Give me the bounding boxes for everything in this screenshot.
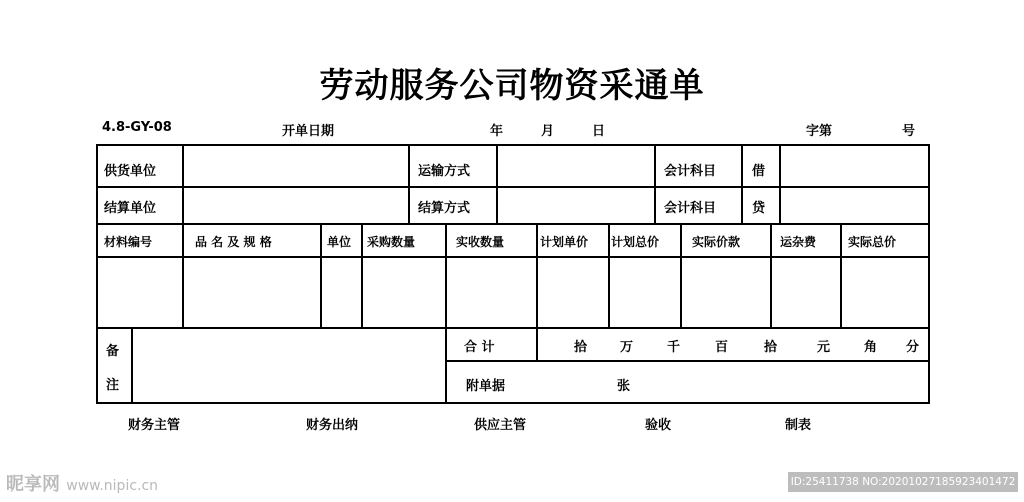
date-label: 开单日期 — [282, 124, 335, 139]
col-unit: 单位 — [327, 235, 352, 249]
debit-label: 借 — [752, 164, 766, 179]
supplier-unit-label: 供货单位 — [104, 164, 157, 179]
col-divider — [770, 223, 772, 327]
row-divider — [96, 223, 930, 225]
col-divider — [361, 223, 363, 327]
row-divider — [445, 360, 930, 362]
amount-unit: 拾 — [574, 340, 588, 355]
col-divider — [680, 223, 682, 327]
col-divider — [654, 144, 656, 223]
amount-unit: 分 — [906, 340, 920, 355]
year-label: 年 — [490, 124, 504, 139]
total-label: 合 计 — [464, 340, 495, 355]
watermark-url: www.nipic.cn — [66, 478, 159, 494]
signature-acceptance: 验收 — [645, 418, 672, 433]
col-divider — [608, 223, 610, 327]
amount-unit: 角 — [864, 340, 878, 355]
form-title: 劳动服务公司物资采通单 — [319, 66, 705, 106]
col-plan-total: 计划总价 — [611, 235, 660, 249]
col-actual-price: 实际价款 — [692, 235, 741, 249]
col-received-qty: 实收数量 — [456, 235, 505, 249]
amount-unit: 千 — [667, 340, 681, 355]
amount-unit: 拾 — [764, 340, 778, 355]
signature-finance-supervisor: 财务主管 — [128, 418, 181, 433]
amount-unit: 万 — [620, 340, 634, 355]
col-divider — [536, 327, 538, 360]
signature-supply-supervisor: 供应主管 — [474, 418, 527, 433]
col-divider — [779, 144, 781, 223]
credit-label: 贷 — [752, 201, 766, 216]
day-label: 日 — [592, 124, 606, 139]
account-subject-label: 会计科目 — [664, 164, 717, 179]
settlement-unit-label: 结算单位 — [104, 201, 157, 216]
col-divider — [182, 223, 184, 327]
col-name-spec: 品 名 及 规 格 — [195, 235, 272, 249]
col-freight: 运杂费 — [780, 235, 817, 249]
col-divider — [536, 223, 538, 327]
remarks-char-1: 备 — [106, 344, 120, 359]
number-suffix: 号 — [902, 124, 916, 139]
signature-cashier: 财务出纳 — [306, 418, 359, 433]
amount-unit: 元 — [817, 340, 831, 355]
watermark-logo — [6, 470, 158, 496]
col-actual-total: 实际总价 — [848, 235, 897, 249]
col-purchase-qty: 采购数量 — [367, 235, 416, 249]
col-divider — [840, 223, 842, 327]
remarks-char-2: 注 — [106, 378, 120, 393]
col-divider — [408, 144, 410, 223]
row-divider — [96, 256, 930, 258]
amount-unit: 百 — [715, 340, 729, 355]
form-code: 4.8-GY-08 — [102, 120, 172, 135]
transport-method-label: 运输方式 — [418, 164, 471, 179]
col-divider — [741, 144, 743, 223]
col-divider — [182, 144, 184, 223]
month-label: 月 — [541, 124, 555, 139]
signature-preparer: 制表 — [785, 418, 812, 433]
account-subject-label-2: 会计科目 — [664, 201, 717, 216]
col-divider — [445, 223, 447, 327]
col-divider — [445, 327, 447, 404]
watermark-id: ID:25411738 NO:20201027185923401472 — [788, 472, 1018, 492]
settlement-method-label: 结算方式 — [418, 201, 471, 216]
col-divider — [496, 144, 498, 223]
col-divider — [320, 223, 322, 327]
row-divider — [96, 186, 930, 188]
col-material-code: 材料编号 — [104, 235, 153, 249]
sheets-label: 张 — [617, 379, 631, 394]
attachments-label: 附单据 — [466, 379, 506, 394]
watermark-brand: 昵享网 — [6, 474, 60, 495]
number-prefix: 字第 — [806, 124, 833, 139]
row-divider — [96, 327, 930, 329]
col-plan-unit-price: 计划单价 — [540, 235, 589, 249]
form-table — [96, 144, 930, 404]
col-divider — [131, 327, 133, 404]
